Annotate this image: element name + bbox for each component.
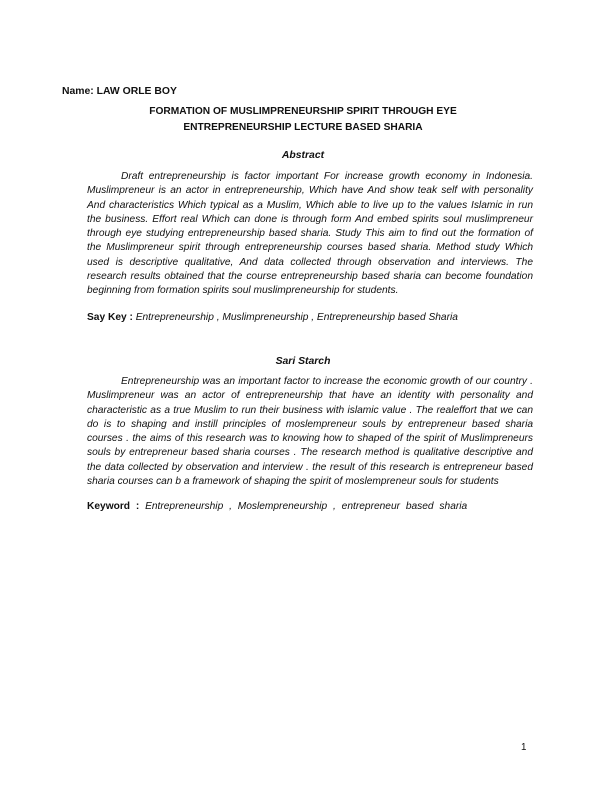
author-name: Name: LAW ORLE BOY: [62, 86, 177, 97]
keyword-value: Entrepreneurship , Moslempreneurship , entrepreneur based sharia: [139, 501, 468, 512]
abstract-paragraph: Draft entrepreneurship is factor important For increase growth economy in Indonesia. Muslimpreneur is an actor in entrepreneurship, Which have And show teak self with personality And characteristics Which typical as a Muslim, Which able to live up to the values Islamic in run the business. Effort real Which can done is through form And embed spirits soul muslimpreneur through eye studying entrepreneurship based sharia. Study This aim to find out the formation of the Muslimpreneur spirit through entrepreneurship courses based sharia. Method study Which used is descriptive qualitative, And data collected through observation and interviews. The research results obtained that the course entrepreneurship based sharia can become foundation beginning from formation spirits soul muslimpreneurship for students.: [87, 171, 533, 297]
page-number: 1: [521, 742, 527, 753]
abstract-keywords: [87, 311, 533, 325]
keywords-label: Say Key :: [87, 312, 133, 323]
sari-body: [87, 375, 533, 489]
keywords-value: Entrepreneurship , Muslimpreneurship , Entrepreneurship based Sharia: [132, 312, 458, 323]
paper-title: [60, 104, 546, 136]
title-line-1: FORMATION OF MUSLIMPRENEURSHIP SPIRIT THROUGH EYE: [149, 106, 457, 117]
abstract-body: [87, 170, 533, 299]
sari-keywords: [87, 500, 533, 514]
keyword-label: Keyword :: [87, 501, 140, 512]
sari-paragraph: Entrepreneurship was an important factor to increase the economic growth of our country . Muslimpreneur was an actor of entrepreneurship that have an identity with personality and characteristic as a true Muslim to run their business with islamic value . The realeffort that we can do is to shaping and instill principles of moslempreneur souls by entrepreneur based sharia courses . the aims of this research was to knowing how to shaped of the spirit of Muslimpreneurs souls by entrepreneur based sharia courses . The research method is qualitative descriptive and the data collected by observation and interview . the result of this research is entrepreneur based sharia courses can b a framework of shaping the spirit of moslempreneur souls for students: [87, 376, 533, 488]
sari-heading: Sari Starch: [275, 356, 331, 367]
title-line-2: ENTREPRENEURSHIP LECTURE BASED SHARIA: [183, 122, 423, 133]
abstract-heading: Abstract: [281, 150, 325, 161]
